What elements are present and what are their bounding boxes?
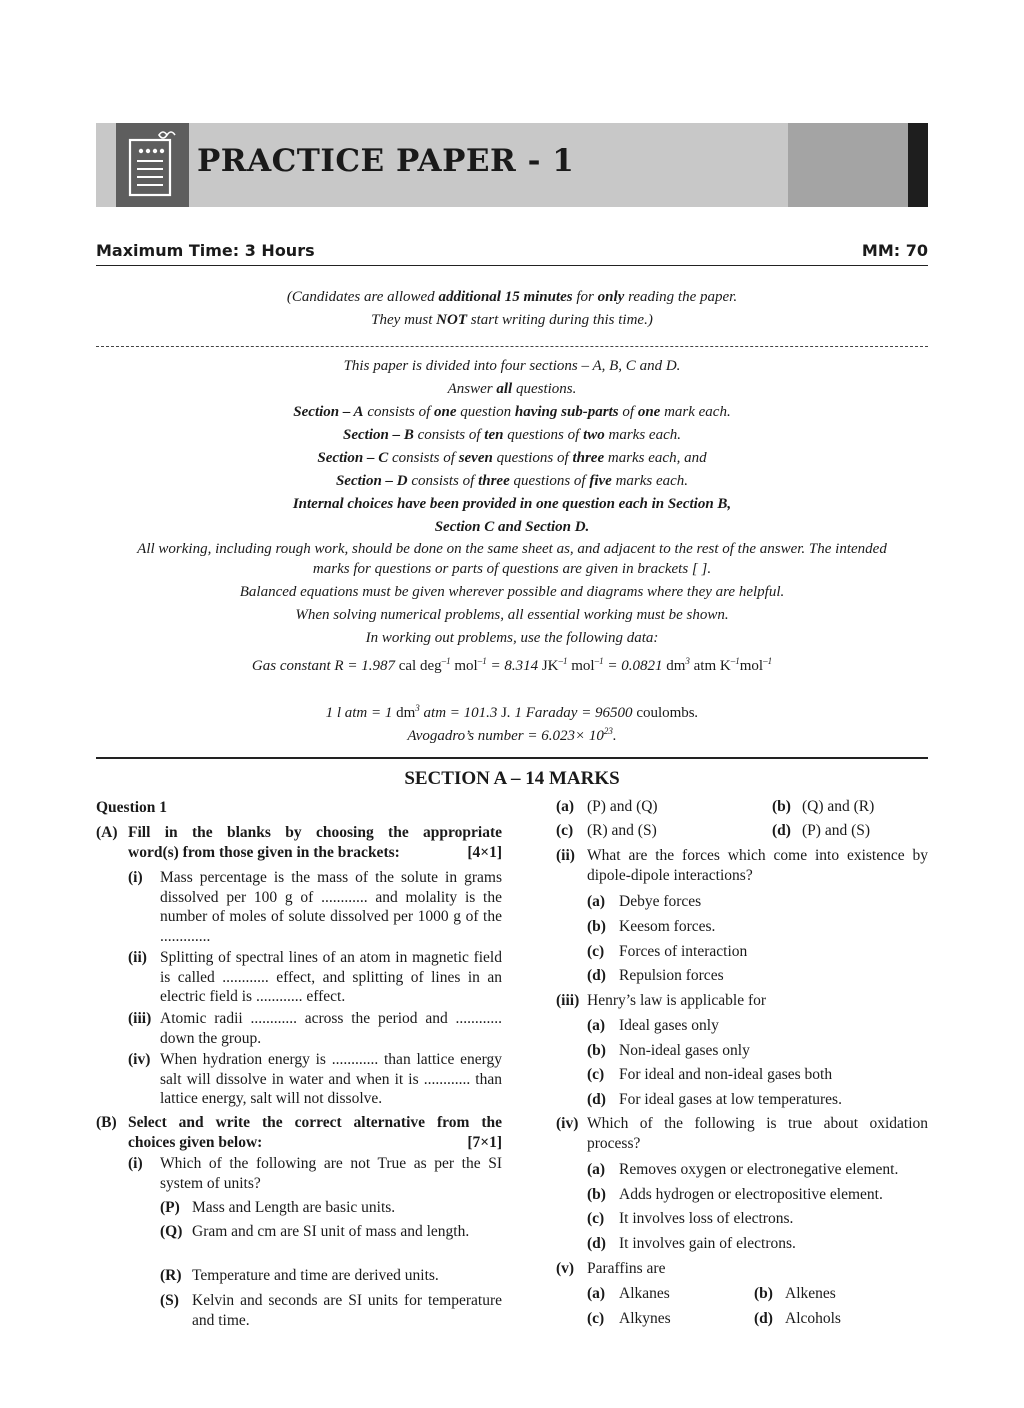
option-text: Adds hydrogen or electropositive element. [619,1186,883,1203]
banner-accent-dark [908,123,928,207]
option-label: (b) [587,918,606,935]
option-text: For ideal gases at low temperatures. [619,1091,842,1108]
item-label: (ii) [128,949,147,966]
option-text: (Q) and (R) [802,798,875,815]
option-label: (d) [772,822,791,839]
banner-accent [788,123,908,207]
mcq-question: Henry’s law is applicable for [587,992,767,1009]
option-label: (d) [754,1310,773,1327]
part-b-line1: Select and write the correct alternative from the [128,1114,502,1131]
part-b-line2: choices given below: [7×1] [128,1134,502,1151]
option-label: (b) [587,1042,606,1059]
header-banner [96,123,928,207]
option-text: (R) and (S) [587,822,657,839]
option-label: (a) [587,1285,606,1302]
option-text: Keesom forces. [619,918,716,935]
part-label: (A) [96,824,118,841]
instruction-line: When solving numerical problems, all essential working must be shown. [295,607,729,623]
notice-line: (Candidates are allowed additional 15 minutes for only reading the paper. [286,289,738,305]
page-title: PRACTICE PAPER - 1 [197,143,575,179]
option-label: (b) [772,798,791,815]
item-label: (iii) [556,992,580,1009]
statement: Kelvin and seconds are SI units for temperature and time. [192,1292,502,1329]
item-label: (ii) [556,847,575,864]
option-label: (c) [587,1066,605,1083]
faraday-constant: 1 l atm = 1 $dm^3$ atm = 101.3 J. 1 Faraday = 96500 coulombs. [325,703,699,721]
statement: Gram and cm are SI unit of mass and length. [192,1223,470,1240]
fill-blank-item: Atomic radii ............ across the period and ............ down the group. [160,1010,502,1047]
divider [96,757,928,759]
statement: Mass and Length are basic units. [192,1199,396,1216]
option-text: Alkenes [785,1285,836,1302]
option-label: (a) [587,1161,606,1178]
item-label: (iv) [556,1115,579,1132]
instruction-line: All working, including rough work, should be done on the same sheet as, and adjacent to the rest of the answer. The intended [137,541,887,557]
option-text: Debye forces [619,893,702,910]
part-a-line1: Fill in the blanks by choosing the appropriate [128,824,502,841]
option-text: For ideal and non-ideal gases both [619,1066,833,1083]
divider [96,265,928,266]
option-text: Alcohols [785,1310,841,1327]
instruction-line: Section – C consists of seven questions of three marks each, and [317,450,707,466]
statement-label: (Q) [160,1223,183,1240]
dashed-divider [96,346,928,347]
instruction-line: marks for questions or parts of questions are given in brackets [ ]. [312,561,712,577]
instruction-line: Answer all questions. [447,381,577,397]
gas-constant: Gas constant R = 1.987 cal deg$^{-1}$ mol$^{-1}$ = 8.314 $JK^{-1}$ mol$^{-1}$ = 0.0821 $dm^3$ atm $K^{-1}mol^{-1}$ [251,656,773,674]
statement: Temperature and time are derived units. [192,1267,439,1284]
avogadro-constant: Avogadro’s number = $6.023\times 10^{23}$. [407,726,617,744]
part-a-line2: word(s) from those given in the brackets: [4×1] [128,844,502,861]
option-text: Repulsion forces [619,967,724,984]
instruction-line: Section – B consists of ten questions of two marks each. [343,427,681,443]
fill-blank-item: Splitting of spectral lines of an atom in magnetic field is called ............ effect, and splitting of lines in an electric field is ............ effect. [160,949,502,1005]
option-text: Alkynes [619,1310,671,1327]
option-label: (d) [587,1091,606,1108]
mcq-question: Which of the following are not True as per the SI system of units? [160,1155,502,1192]
item-label: (iii) [128,1010,152,1027]
option-label: (a) [587,1017,606,1034]
item-label: (iv) [128,1051,151,1068]
statement-label: (R) [160,1267,182,1284]
instruction-line: In working out problems, use the following data: [365,630,659,646]
item-label: (v) [556,1260,575,1277]
option-text: (P) and (S) [802,822,871,839]
max-marks: MM: 70 [861,241,928,260]
instruction-line: Balanced equations must be given wherever possible and diagrams where they are helpful. [239,584,785,600]
option-text: Ideal gases only [619,1017,719,1034]
option-text: Alkanes [619,1285,670,1302]
mcq-question: What are the forces which come into existence by dipole-dipole interactions? [587,847,928,884]
option-label: (c) [587,943,605,960]
section-title: SECTION A – 14 MARKS [404,768,620,789]
marks: [7×1] [467,1134,502,1151]
instruction-line: Section C and Section D. [434,519,590,535]
item-label: (i) [128,869,143,886]
option-label: (a) [587,893,606,910]
statement-label: (P) [160,1199,180,1216]
max-time: Maximum Time: 3 Hours [96,241,315,260]
mcq-question: Which of the following is true about oxidation process? [587,1115,928,1152]
option-label: (d) [587,967,606,984]
fill-blank-item: Mass percentage is the mass of the solute in grams dissolved per 100 g of ............ and molality is the number of moles of solute dissolved per 1000 g of the ............. [160,869,502,945]
option-text: Non-ideal gases only [619,1042,750,1059]
option-text: (P) and (Q) [587,798,658,815]
option-label: (d) [587,1235,606,1252]
option-text: It involves loss of electrons. [619,1210,794,1227]
fill-blank-item: When hydration energy is ............ than lattice energy salt will dissolve in water and when it is ............ than lattice energy, salt will not dissolve. [160,1051,502,1107]
option-label: (a) [556,798,575,815]
option-text: Removes oxygen or electronegative element. [619,1161,899,1178]
option-text: It involves gain of electrons. [619,1235,796,1252]
instruction-line: Internal choices have been provided in one question each in Section B, [292,496,732,512]
marks: [4×1] [467,844,502,861]
mcq-question: Paraffins are [587,1260,666,1277]
exam-paper-icon [116,123,189,207]
question-heading: Question 1 [96,799,168,816]
instruction-line: Section – D consists of three questions of five marks each. [335,473,689,489]
option-label: (c) [587,1310,605,1327]
instruction-line: Section – A consists of one question having sub-parts of one mark each. [293,404,731,420]
item-label: (i) [128,1155,143,1172]
option-label: (c) [556,822,574,839]
option-text: Forces of interaction [619,943,748,960]
option-label: (b) [587,1186,606,1203]
statement-label: (S) [160,1292,179,1309]
part-label: (B) [96,1114,117,1131]
option-label: (b) [754,1285,773,1302]
instruction-line: This paper is divided into four sections – A, B, C and D. [343,358,681,374]
notice-line: They must NOT start writing during this time.) [371,312,653,328]
option-label: (c) [587,1210,605,1227]
